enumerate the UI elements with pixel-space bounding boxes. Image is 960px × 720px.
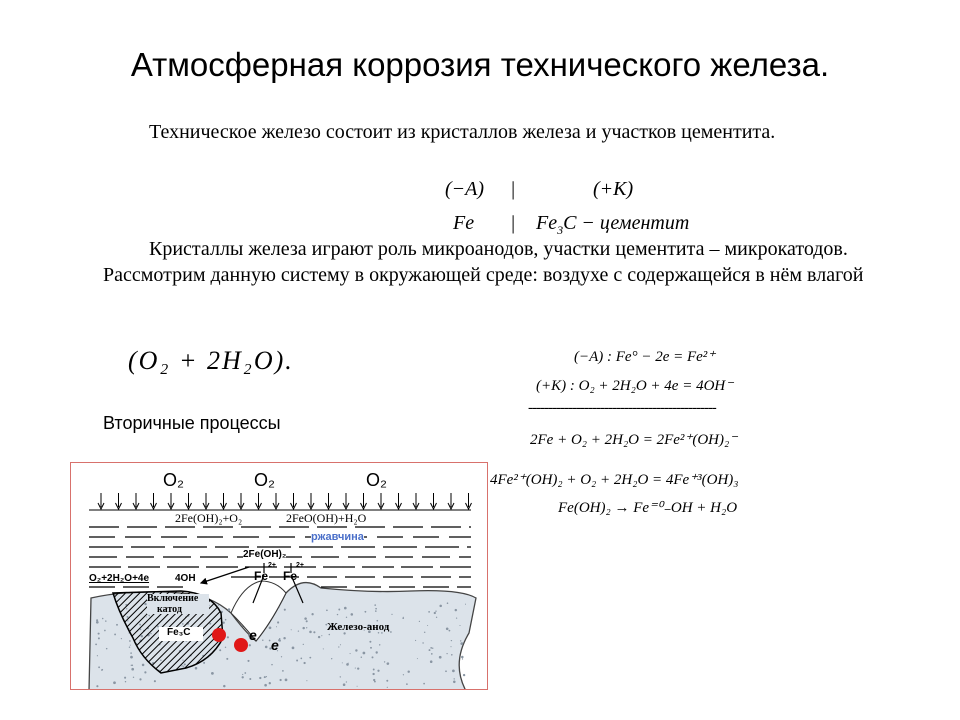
system-paragraph: Кристаллы железа играют роль микроанодов, участки цементита – микрокатодов. Рассмотрим данную систему в окружающей среде: воздухе с содержащейся в нём влагой [103,238,864,286]
oxygen-arrows [89,493,472,510]
electron-label-2: e [271,637,279,653]
slide-title: Атмосферная коррозия технического железа. [130,46,830,83]
fe-ion-2: Fe [283,569,298,583]
o2-label-3: O₂ [366,470,387,490]
reaction-top-left: 2Fe(OH)₂+O₂ [175,511,243,525]
cathode-reaction: (+K) : O₂ + 2H₂O + 4e = 4OH⁻ [536,378,734,394]
intro-paragraph: Техническое железо состоит из кристаллов железа и участков цементита. [149,121,776,143]
cathode-label: катод [157,604,182,615]
reaction-divider: ----------------------------------------------- [528,400,716,416]
overall-reaction: 2Fe + O₂ + 2H₂O = 2Fe²⁺(OH)₂⁻ [530,432,738,448]
fe3c-label: Fe₃C [167,627,191,638]
corrosion-diagram [70,462,488,690]
cathode-sign-label: (+K) [593,178,634,200]
o2-label-2: O₂ [254,470,275,490]
cathode-product-label: 4OH [175,573,196,584]
secondary-processes-label: Вторичные процессы [103,413,281,433]
cathode-reaction-label: O₂+2H₂O+4e [89,573,150,584]
secondary-reaction-2: Fe(OH)₂ → Fe⁼⁰₋OH + H₂O [558,500,738,516]
o2-label-1: O₂ [163,470,184,490]
secondary-reaction-1: 4Fe²⁺(OH)₂ + O₂ + 2H₂O = 4Fe⁺³(OH)₃ [490,472,739,488]
fe-ion-charge-2: 2+ [296,562,304,569]
fe-ion-charge-1: 2+ [268,562,276,569]
inclusion-label: Включение [147,593,199,604]
anode-material: Fe [453,212,475,234]
reaction-top-right: 2FeO(OH)+H₂O [286,511,367,525]
fe-ion-1: Fe [254,569,269,583]
anode-label: Железо-анод [327,621,390,633]
electron-label-1: e [249,627,257,643]
rust-label: ржавчина [311,531,364,543]
environment-formula: (O₂ + 2H₂O). [128,346,294,375]
eq-separator-2: | [510,212,516,234]
electron-dot-2 [234,638,248,652]
electron-dot-1 [212,628,226,642]
anode-reaction: (−A) : Fe° − 2e = Fe²⁺ [574,349,716,365]
eq-separator: | [510,178,516,200]
anode-sign-label: (−A) [445,178,485,200]
cathode-material: $Fe_3C$ − цементит [536,212,690,237]
feoh2-label: 2Fe(OH)₂ [243,549,287,560]
